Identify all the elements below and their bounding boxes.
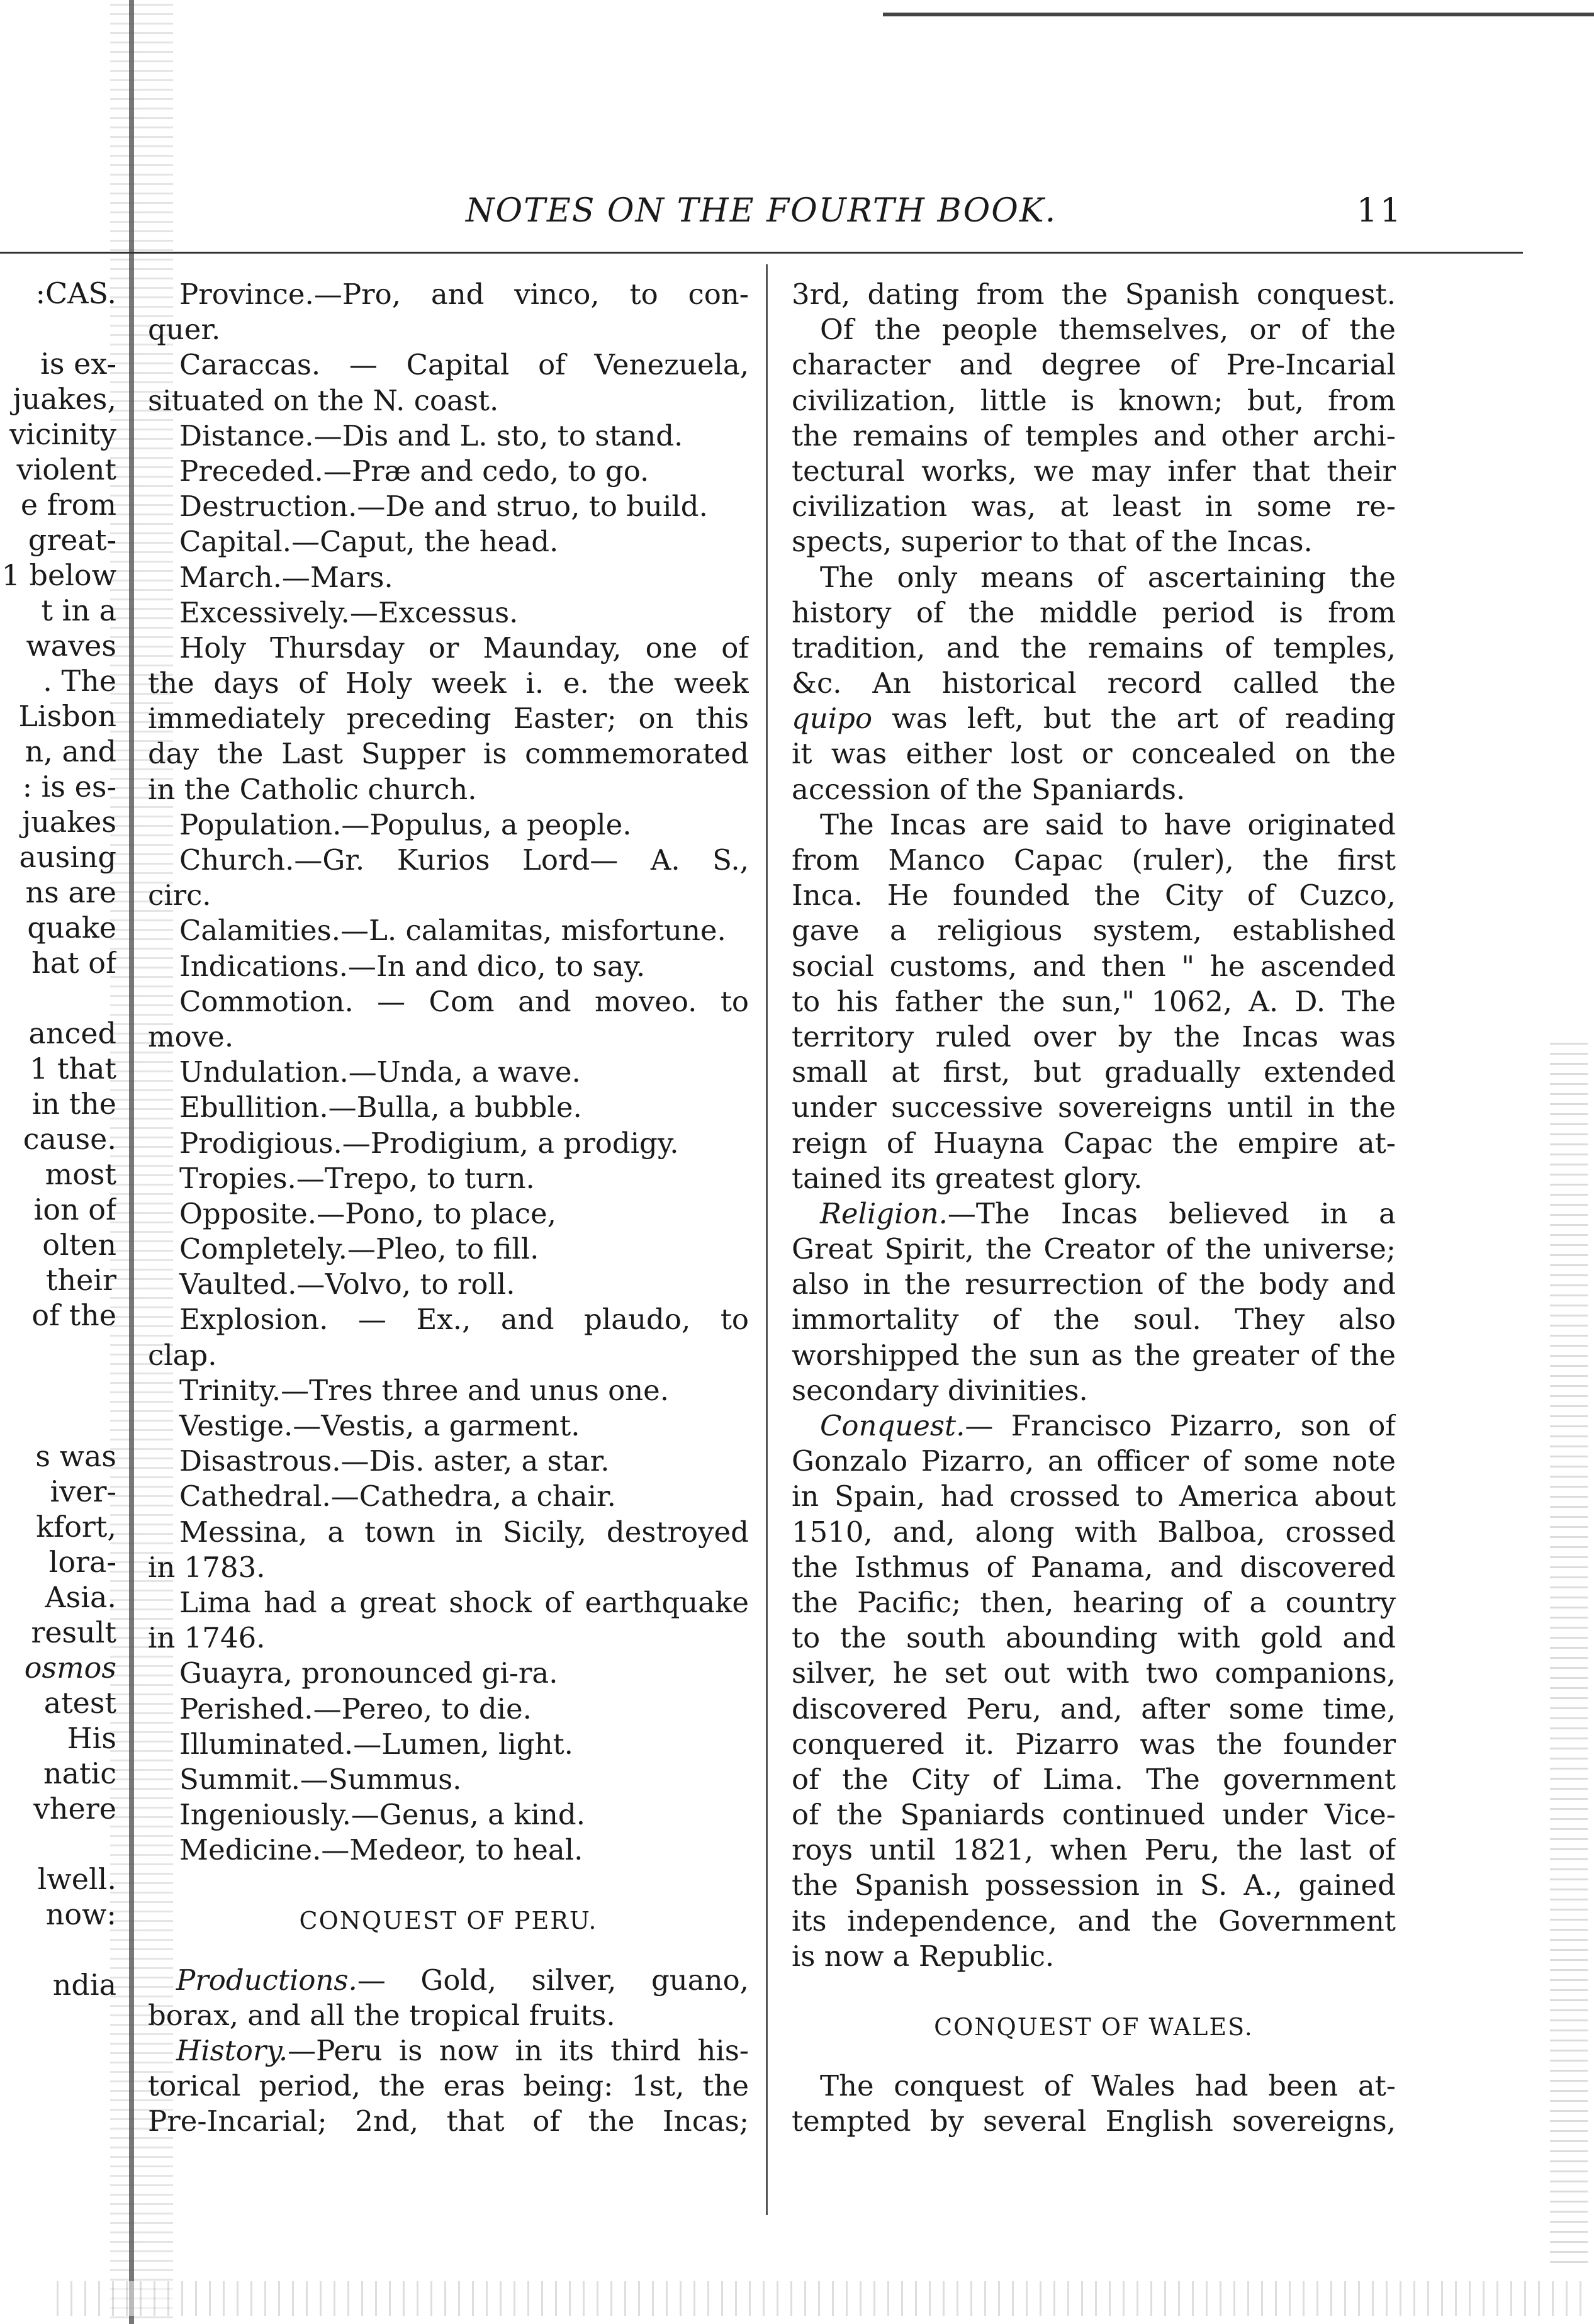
text-line: Disastrous.—Dis. aster, a star.: [179, 1444, 610, 1478]
text-line: Lima had a great shock of earthquake: [179, 1585, 749, 1619]
bottom-scan-noise: [50, 2281, 1592, 2316]
text-line: [148, 2033, 749, 2069]
text-line: Prodigious.—Prodigium, a prodigy.: [179, 1126, 679, 1160]
margin-fragment: anced: [28, 1016, 116, 1050]
history-line-1: —Peru is now in its third his-: [288, 2034, 749, 2067]
margin-fragment: Lisbon: [18, 699, 116, 733]
text-line: in 1783.: [148, 1550, 266, 1584]
text-line: Indications.—In and dico, to say.: [179, 949, 646, 983]
margin-fragment: [0, 311, 116, 346]
margin-fragment: [0, 1333, 116, 1368]
text-line: Population.—Populus, a people.: [179, 807, 632, 841]
margin-fragment: result: [31, 1615, 116, 1649]
text-line: immortality of the soul. They also: [792, 1303, 1396, 1337]
margin-fragment: violent: [16, 452, 116, 486]
text-line: Summit.—Summus.: [179, 1762, 462, 1796]
right-edge-scan-noise: [1550, 1038, 1588, 2265]
text-line: civilization, little is known; but, from: [792, 383, 1396, 417]
text-line: Caraccas. — Capital of Venezuela,: [179, 348, 749, 382]
text-line: from Manco Capac (ruler), the first: [792, 843, 1396, 877]
margin-fragment: [0, 1403, 116, 1439]
text-line: of the Spaniards continued under Vice-: [792, 1798, 1396, 1832]
margin-fragment: ion of: [33, 1193, 116, 1227]
glossary-entry: [148, 1408, 749, 1444]
text-line: situated on the N. coast.: [148, 383, 499, 417]
history-label: History.: [176, 2034, 288, 2067]
text-line: Messina, a town in Sicily, destroyed: [179, 1515, 749, 1549]
text-line: Completely.—Pleo, to fill.: [179, 1232, 539, 1266]
page-header: [441, 192, 1416, 242]
text-line: conquered it. Pizarro was the founder: [792, 1727, 1396, 1761]
conquest-label: Conquest.: [820, 1409, 965, 1442]
glossary-entry: [148, 595, 749, 631]
text-line: its independence, and the Government: [792, 1904, 1396, 1938]
margin-fragment: atest: [43, 1686, 116, 1720]
glossary-entry: [148, 1692, 749, 1727]
glossary-entry: [148, 1727, 749, 1762]
margin-fragment: most: [45, 1157, 116, 1191]
text-line: 3rd, dating from the Spanish conquest.: [792, 278, 1396, 311]
text-line: Vaulted.—Volvo, to roll.: [179, 1267, 515, 1301]
margin-fragment: 1 below: [1, 558, 116, 592]
religion-label: Religion.: [820, 1196, 948, 1230]
margin-fragment: 1 that: [30, 1052, 116, 1086]
text-line: tectural works, we may infer that their: [792, 454, 1396, 488]
text-line: is now a Republic.: [792, 1939, 1055, 1973]
history-line-3: Pre-Incarial; 2nd, that of the Incas;: [148, 2104, 749, 2138]
margin-fragment: : is es-: [22, 770, 116, 804]
text-line: The only means of ascertaining the: [820, 560, 1396, 594]
text-line: The conquest of Wales had been at-: [820, 2069, 1396, 2103]
text-line: Gonzalo Pizarro, an officer of some note: [792, 1444, 1396, 1478]
glossary-entry: [148, 843, 749, 913]
text-line: Undulation.—Unda, a wave.: [179, 1055, 581, 1089]
margin-fragment: juakes: [21, 805, 116, 839]
margin-fragment: quake: [27, 911, 116, 945]
glossary-entry: [148, 1515, 749, 1585]
text-line: tempted by several English sovereigns,: [792, 2104, 1396, 2138]
margin-fragment: t in a: [41, 593, 116, 627]
glossary-entry: [148, 1479, 749, 1514]
glossary-entry: [148, 1444, 749, 1479]
margin-fragment: kfort,: [36, 1510, 116, 1544]
glossary-entry: [148, 631, 749, 807]
glossary-entry: [148, 1267, 749, 1302]
history-line-2: torical period, the eras being: 1st, the: [148, 2069, 749, 2103]
glossary-entries: [148, 277, 749, 1868]
text-line: history of the middle period is from: [792, 595, 1396, 629]
text-line: [792, 701, 1396, 736]
text-line: Church.—Gr. Kurios Lord— A. S.,: [179, 843, 749, 877]
left-column: [148, 277, 749, 2140]
glossary-entry: [148, 807, 749, 843]
paragraph-religion: [792, 1196, 1396, 1408]
paragraph-conquest: [792, 1408, 1396, 1974]
previous-page-fragments: [0, 276, 116, 2002]
text-line: &c. An historical record called the: [792, 666, 1396, 700]
text-line: under successive sovereigns until in the: [792, 1091, 1396, 1125]
text-line: Ebullition.—Bulla, a bubble.: [179, 1091, 582, 1125]
page-number: 11: [1356, 192, 1403, 230]
text-line: spects, superior to that of the Incas.: [792, 525, 1313, 559]
text-line: Province.—Pro, and vinco, to con-: [179, 278, 749, 311]
text-line: Destruction.—De and struo, to build.: [179, 490, 708, 524]
margin-fragment: s was: [35, 1439, 116, 1473]
margin-fragment: great-: [28, 523, 116, 557]
glossary-entry: [148, 913, 749, 948]
margin-fragment: n, and: [25, 734, 116, 768]
margin-fragment: :CAS.: [35, 276, 116, 310]
text-line: character and degree of Pre-Incarial: [792, 348, 1396, 382]
text-line: in the Catholic church.: [148, 772, 477, 806]
text-line: Great Spirit, the Creator of the universe;: [792, 1232, 1396, 1266]
text-line: the Pacific; then, hearing of a country: [792, 1585, 1396, 1619]
margin-fragment: is ex-: [40, 347, 116, 381]
margin-fragment: of the: [31, 1298, 116, 1332]
right-column: [792, 277, 1396, 2140]
text-line: discovered Peru, and, after some time,: [792, 1692, 1396, 1726]
margin-fragment: His: [67, 1721, 116, 1755]
text-line: Excessively.—Excessus.: [179, 595, 519, 629]
text-line: day the Last Supper is commemorated: [148, 737, 749, 771]
productions-line-1: — Gold, silver, guano,: [357, 1963, 749, 1997]
margin-fragment: lora-: [48, 1545, 116, 1579]
text-line: worshipped the sun as the greater of the: [792, 1338, 1396, 1372]
text-line: Ingeniously.—Genus, a kind.: [179, 1798, 586, 1832]
paragraph-wales: [792, 2069, 1396, 2139]
top-scan-rule: [883, 13, 1594, 16]
text-line: to the south abounding with gold and: [792, 1621, 1396, 1655]
text-line: The Incas are said to have originated: [820, 807, 1396, 841]
text-line: move.: [148, 1019, 234, 1053]
history-paragraph: [148, 2033, 749, 2140]
margin-fragment: [0, 1826, 116, 1861]
glossary-entry: [148, 949, 749, 984]
margin-fragment: ausing: [19, 840, 116, 874]
paragraph-middle-period: [792, 560, 1396, 807]
paragraph-incas-origin: [792, 807, 1396, 1196]
binding-line: [129, 0, 134, 2324]
text-line: 1510, and, along with Balboa, crossed: [792, 1515, 1396, 1549]
margin-fragment: their: [45, 1263, 116, 1297]
text-line: quer.: [148, 313, 221, 347]
margin-fragment: lwell.: [37, 1862, 116, 1896]
text-line: roys until 1821, when Peru, the last of: [792, 1833, 1396, 1867]
text-line: also in the resurrection of the body and: [792, 1267, 1396, 1301]
glossary-entry: [148, 418, 749, 454]
column-divider: [766, 264, 768, 2215]
glossary-entry: [148, 1055, 749, 1090]
text-line: Vestige.—Vestis, a garment.: [179, 1409, 580, 1442]
text-line: March.—Mars.: [179, 560, 393, 594]
glossary-entry: [148, 1161, 749, 1196]
text-line: Illuminated.—Lumen, light.: [179, 1727, 573, 1761]
religion-first: —The Incas believed in a: [947, 1196, 1396, 1230]
text-line: [792, 1196, 1396, 1232]
text-line: Of the people themselves, or of the: [820, 313, 1396, 347]
glossary-entry: [148, 984, 749, 1055]
text-line: Guayra, pronounced gi-ra.: [179, 1656, 558, 1690]
margin-fragment: [0, 980, 116, 1016]
text-line: Commotion. — Com and moveo. to: [179, 984, 749, 1018]
margin-fragment: iver-: [50, 1474, 116, 1508]
text-line: civilization was, at least in some re-: [792, 490, 1396, 524]
text-line: social customs, and then " he ascended: [792, 949, 1396, 983]
text-line: the Isthmus of Panama, and discovered: [792, 1550, 1396, 1584]
text-line: tained its greatest glory.: [792, 1161, 1143, 1195]
glossary-entry: [148, 489, 749, 524]
margin-fragment: waves: [26, 629, 116, 663]
glossary-entry: [148, 1833, 749, 1868]
margin-fragment: [0, 1368, 116, 1403]
productions-line-2: borax, and all the tropical fruits.: [148, 1998, 615, 2032]
productions-paragraph: [148, 1963, 749, 2033]
text-line: Medicine.—Medeor, to heal.: [179, 1833, 583, 1867]
conquest-first: — Francisco Pizarro, son of: [965, 1409, 1396, 1442]
text-line: in Spain, had crossed to America about: [792, 1479, 1396, 1513]
margin-fragment: Asia.: [45, 1580, 116, 1614]
margin-fragment: ndia: [52, 1968, 116, 2002]
text-line: immediately preceding Easter; on this: [148, 702, 749, 736]
text-line: the days of Holy week i. e. the week: [148, 666, 749, 700]
text-line: Tropies.—Trepo, to turn.: [179, 1161, 535, 1195]
text-line: Trinity.—Tres three and unus one.: [179, 1373, 670, 1407]
glossary-entry: [148, 1762, 749, 1797]
glossary-entry: [148, 524, 749, 559]
glossary-entry: [148, 560, 749, 595]
text-line: in 1746.: [148, 1621, 266, 1655]
glossary-entry: [148, 1373, 749, 1408]
margin-fragment: . The: [43, 664, 116, 698]
glossary-entry: [148, 454, 749, 489]
glossary-entry: [148, 1656, 749, 1691]
glossary-entry: [148, 1196, 749, 1232]
margin-fragment: osmos: [24, 1651, 116, 1685]
margin-fragment: now:: [45, 1897, 116, 1931]
text-fragment: was left, but the art of reading: [872, 702, 1396, 736]
glossary-entry: [148, 1126, 749, 1161]
productions-label: Productions.: [176, 1963, 357, 1997]
text-line: Holy Thursday or Maunday, one of: [179, 631, 749, 665]
text-line: Calamities.—L. calamitas, misfortune.: [179, 914, 726, 948]
text-line: to his father the sun," 1062, A. D. The: [792, 984, 1396, 1018]
text-line: territory ruled over by the Incas was: [792, 1019, 1396, 1053]
margin-fragment: [0, 1932, 116, 1967]
glossary-entry: [148, 1797, 749, 1833]
text-line: reign of Huayna Capac the empire at-: [792, 1126, 1396, 1160]
text-line: Cathedral.—Cathedra, a chair.: [179, 1479, 616, 1513]
margin-fragment: vhere: [33, 1792, 116, 1826]
margin-fragment: olten: [42, 1228, 116, 1262]
glossary-entry: [148, 1232, 749, 1267]
text-line: small at first, but gradually extended: [792, 1055, 1396, 1089]
text-line: of the City of Lima. The government: [792, 1762, 1396, 1796]
margin-fragment: hat of: [31, 946, 116, 980]
margin-fragment: in the: [31, 1087, 116, 1121]
section-heading-peru: CONQUEST OF PERU.: [299, 1907, 598, 1935]
margin-fragment: natic: [43, 1756, 116, 1790]
glossary-entry: [148, 1302, 749, 1373]
text-line: Distance.—Dis and L. sto, to stand.: [179, 418, 683, 452]
text-line: [148, 1963, 749, 1998]
margin-fragment: juakes,: [13, 382, 116, 416]
glossary-entry: [148, 277, 749, 347]
margin-fragment: ns are: [25, 875, 116, 909]
text-line: secondary divinities.: [792, 1373, 1088, 1407]
text-line: gave a religious system, established: [792, 914, 1396, 948]
text-line: silver, he set out with two companions,: [792, 1656, 1396, 1690]
margin-fragment: cause.: [23, 1122, 116, 1156]
glossary-entry: [148, 1585, 749, 1656]
text-line: Preceded.—Præ and cedo, to go.: [179, 454, 649, 488]
text-line: the remains of temples and other archi-: [792, 418, 1396, 452]
header-rule: [0, 252, 1523, 254]
text-line: circ.: [148, 879, 211, 912]
section-heading-wales: CONQUEST OF WALES.: [934, 2013, 1254, 2041]
text-line: Explosion. — Ex., and plaudo, to: [179, 1303, 749, 1337]
text-line: Capital.—Caput, the head.: [179, 525, 559, 559]
glossary-entry: [148, 1090, 749, 1125]
quipo-term: quipo: [792, 702, 873, 736]
text-line: the Spanish possession in S. A., gained: [792, 1868, 1396, 1902]
glossary-entry: [148, 347, 749, 418]
text-line: tradition, and the remains of temples,: [792, 631, 1396, 665]
margin-fragment: e from: [20, 488, 116, 522]
text-line: [792, 1408, 1396, 1444]
text-line: Inca. He founded the City of Cuzco,: [792, 879, 1396, 912]
margin-fragment: vicinity: [9, 417, 116, 451]
text-line: Perished.—Pereo, to die.: [179, 1692, 532, 1726]
text-line: accession of the Spaniards.: [792, 772, 1186, 806]
page-title: NOTES ON THE FOURTH BOOK.: [466, 192, 1057, 230]
text-line: clap.: [148, 1338, 217, 1372]
text-line: it was either lost or concealed on the: [792, 737, 1396, 771]
paragraph-civilization: [792, 312, 1396, 559]
text-line: Opposite.—Pono, to place,: [179, 1196, 556, 1230]
